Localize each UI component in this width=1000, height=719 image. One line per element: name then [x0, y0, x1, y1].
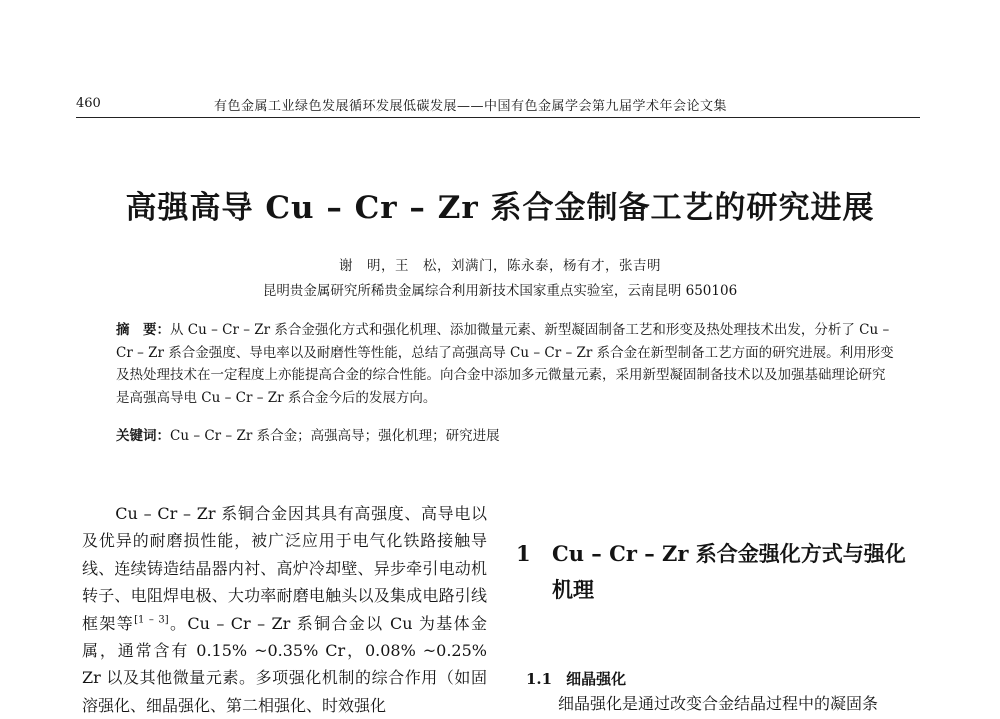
abstract-text: 从 Cu – Cr – Zr 系合金强化方式和强化机理、添加微量元素、新型凝固制备工艺和形变及热处理技术出发，分析了 Cu – Cr – Zr 系合金强度、导电率以及耐磨性等性能，总结了高强高导 Cu – Cr – Zr 系合金在新型制备工艺方面的研究进展。利用形变及热处理技术在一定程度上亦能提高合金的综合性能。向合金中添加多元微量元素，采用新型凝固制备技术以及加强基础理论研究是高强高导电 Cu – Cr – Zr 系合金今后的发展方向。 — [116, 322, 894, 406]
page-number: 460 — [76, 96, 101, 111]
section-heading — [516, 536, 916, 608]
keywords-label: 关键词： — [116, 428, 170, 444]
abstract-label: 摘 要： — [116, 322, 170, 338]
subsection-title: 细晶强化 — [566, 670, 627, 688]
running-header: 有色金属工业绿色发展循环发展低碳发展——中国有色金属学会第九届学术年会论文集 — [214, 99, 728, 114]
section-title: Cu – Cr – Zr 系合金强化方式与强化机理 — [552, 541, 906, 602]
affiliation: 昆明贵金属研究所稀贵金属综合利用新技术国家重点实验室，云南昆明 650106 — [262, 283, 738, 299]
citation: [1 – 3] — [134, 614, 169, 626]
author-list: 谢 明，王 松，刘满门，陈永泰，杨有才，张吉明 — [339, 258, 661, 274]
intro-text-part2: 。Cu – Cr – Zr 系铜合金以 Cu 为基体金属，通常含有 0.15% ~0.35% Cr，0.08% ~0.25% Zr 以及其他微量元素。多项强化机制的综合作用（如固溶强化、细晶强化、第二相强化、时效强化 — [82, 613, 487, 715]
abstract — [116, 319, 896, 409]
subsection-heading — [526, 668, 626, 689]
subsection-text: 细晶强化是通过改变合金结晶过程中的凝固条 — [558, 694, 879, 713]
header-rule — [76, 117, 920, 118]
article-title: 高强高导 Cu – Cr – Zr 系合金制备工艺的研究进展 — [125, 190, 875, 226]
keywords-text: Cu – Cr – Zr 系合金；高强高导；强化机理；研究进展 — [170, 428, 500, 444]
intro-paragraph — [82, 500, 487, 719]
subsection-number: 1.1 — [526, 670, 553, 688]
section-number: 1 — [516, 541, 531, 566]
intro-text-part1: Cu – Cr – Zr 系铜合金因其具有高强度、高导电以及优异的耐磨损性能，被广泛应用于电气化铁路接触导线、连续铸造结晶器内衬、高炉冷却壁、异步牵引电动机转子、电阻焊电极、大功率耐磨电触头以及集成电路引线框架等 — [82, 504, 487, 633]
keywords — [116, 425, 896, 447]
